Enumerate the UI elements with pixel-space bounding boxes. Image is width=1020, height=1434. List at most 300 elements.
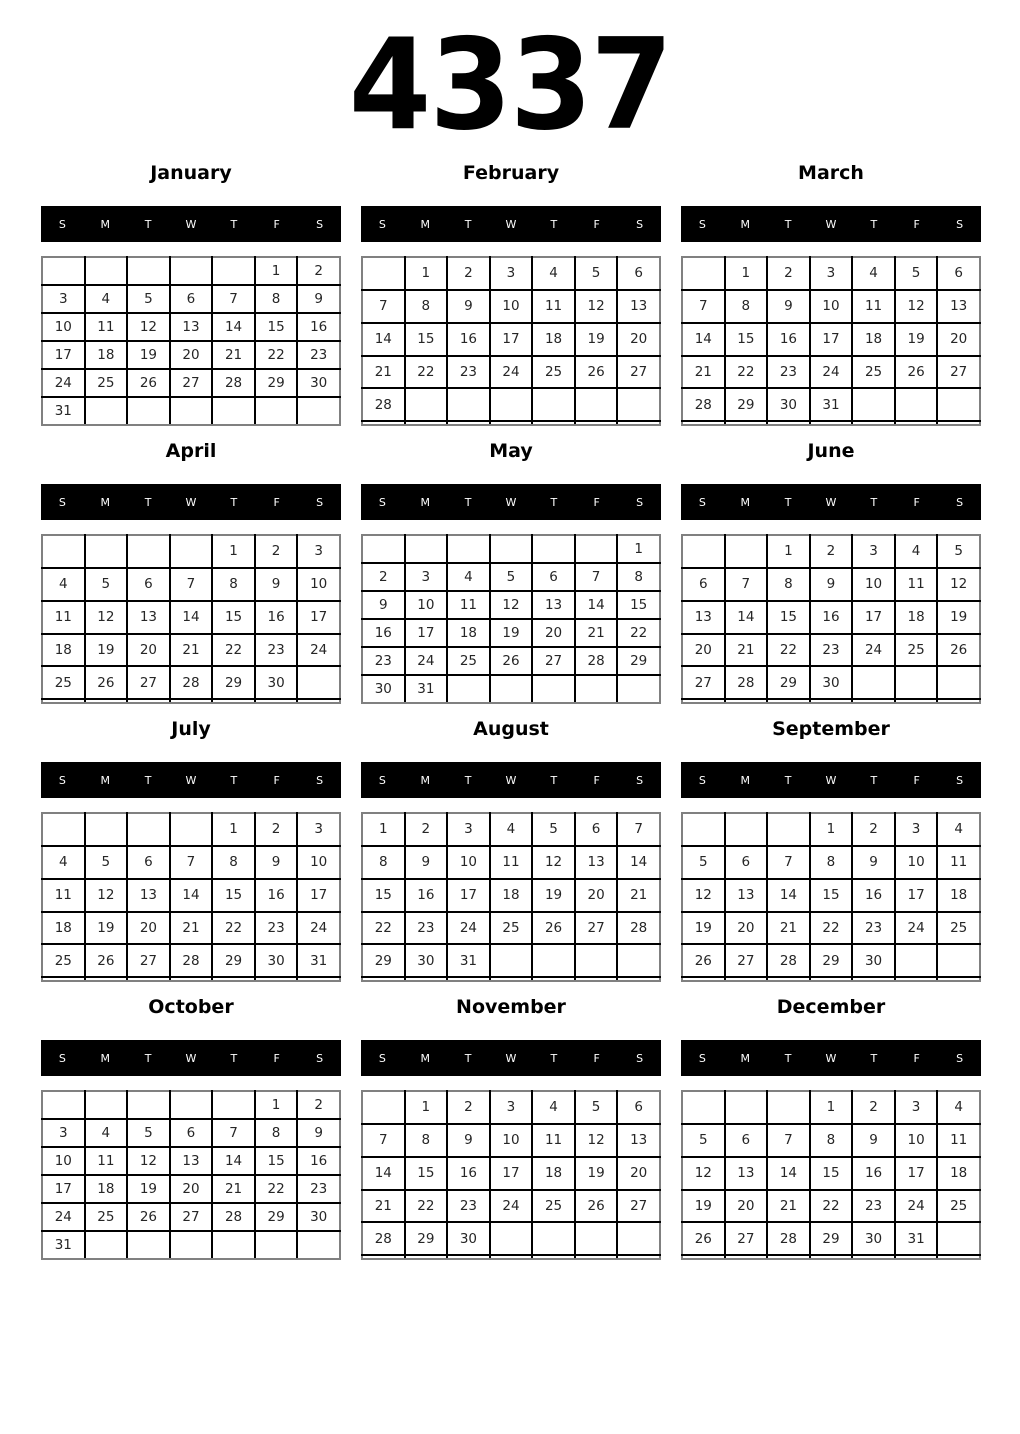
day-cell xyxy=(682,1091,725,1124)
month-title: April xyxy=(165,440,217,462)
weekday-label: S xyxy=(698,1051,706,1065)
day-cell: 21 xyxy=(767,912,810,945)
day-cell xyxy=(297,1231,340,1259)
day-cell: 25 xyxy=(937,1190,980,1223)
week-row xyxy=(362,1222,660,1255)
day-cell xyxy=(682,535,725,568)
day-cell: 15 xyxy=(255,1147,298,1175)
weekday-label: W xyxy=(825,495,837,509)
weekday-label: S xyxy=(316,773,324,787)
day-cell xyxy=(617,675,660,703)
week-row xyxy=(682,290,980,323)
day-cell: 5 xyxy=(85,846,128,879)
day-cell xyxy=(85,977,128,981)
day-cell: 31 xyxy=(447,944,490,977)
weekday-label: S xyxy=(378,217,386,231)
day-cell xyxy=(682,977,725,981)
weekday-label: T xyxy=(464,1051,472,1065)
day-cell xyxy=(937,1222,980,1255)
day-cell: 11 xyxy=(937,846,980,879)
day-cell: 9 xyxy=(405,846,448,879)
day-cell: 12 xyxy=(682,1157,725,1190)
week-row xyxy=(42,568,340,601)
day-cell: 8 xyxy=(405,1124,448,1157)
week-row xyxy=(42,1119,340,1147)
day-cell: 30 xyxy=(447,1222,490,1255)
weekday-label: S xyxy=(316,217,324,231)
day-cell: 27 xyxy=(937,356,980,389)
day-cell: 28 xyxy=(170,944,213,977)
weekday-label: T xyxy=(230,217,238,231)
day-cell: 4 xyxy=(532,1091,575,1124)
month-block xyxy=(681,160,981,426)
day-cell xyxy=(85,257,128,285)
day-cell: 5 xyxy=(937,535,980,568)
day-cell: 11 xyxy=(447,591,490,619)
day-cell: 20 xyxy=(617,323,660,356)
day-cell: 18 xyxy=(447,619,490,647)
day-cell: 7 xyxy=(767,846,810,879)
day-cell: 7 xyxy=(170,568,213,601)
day-cell: 23 xyxy=(767,356,810,389)
week-row xyxy=(362,1255,660,1259)
day-cell: 26 xyxy=(85,944,128,977)
day-cell: 1 xyxy=(810,1091,853,1124)
day-cell xyxy=(767,977,810,981)
day-cell: 20 xyxy=(170,341,213,369)
day-cell: 23 xyxy=(255,912,298,945)
day-cell xyxy=(127,257,170,285)
day-cell: 22 xyxy=(255,1175,298,1203)
week-row xyxy=(42,879,340,912)
weekday-label: M xyxy=(100,1051,111,1065)
day-cell: 5 xyxy=(127,285,170,313)
day-cell xyxy=(852,421,895,425)
day-cell: 23 xyxy=(447,356,490,389)
weekday-label: W xyxy=(185,773,197,787)
weekday-header-bar xyxy=(361,762,661,798)
day-cell: 25 xyxy=(42,666,85,699)
day-cell: 8 xyxy=(212,846,255,879)
day-cell: 2 xyxy=(852,1091,895,1124)
day-cell: 29 xyxy=(212,666,255,699)
day-cell xyxy=(170,699,213,703)
day-cell: 7 xyxy=(362,290,405,323)
day-cell: 16 xyxy=(297,1147,340,1175)
weekday-label: W xyxy=(505,495,517,509)
weekday-label: T xyxy=(784,773,792,787)
day-cell: 18 xyxy=(42,634,85,667)
weekday-header-bar xyxy=(41,484,341,520)
day-cell: 11 xyxy=(42,601,85,634)
day-cell xyxy=(895,388,938,421)
day-cell xyxy=(127,397,170,425)
day-cell: 25 xyxy=(532,1190,575,1223)
week-row xyxy=(42,912,340,945)
week-row xyxy=(362,535,660,563)
day-cell xyxy=(127,977,170,981)
day-cell: 30 xyxy=(405,944,448,977)
day-cell: 18 xyxy=(532,1157,575,1190)
day-cell: 20 xyxy=(127,634,170,667)
day-cell: 15 xyxy=(212,879,255,912)
day-cell xyxy=(937,1255,980,1259)
day-cell: 6 xyxy=(617,257,660,290)
week-row xyxy=(682,699,980,703)
week-row xyxy=(362,647,660,675)
day-cell: 15 xyxy=(362,879,405,912)
day-cell xyxy=(852,666,895,699)
month-block xyxy=(41,994,341,1260)
day-cell: 3 xyxy=(42,285,85,313)
day-cell xyxy=(42,699,85,703)
weekday-label: W xyxy=(505,773,517,787)
week-row xyxy=(42,813,340,846)
day-cell: 5 xyxy=(682,1124,725,1157)
day-cell: 5 xyxy=(490,563,533,591)
months-grid xyxy=(41,160,981,1260)
day-cell: 11 xyxy=(85,1147,128,1175)
day-cell xyxy=(895,944,938,977)
day-cell: 17 xyxy=(447,879,490,912)
day-cell: 8 xyxy=(810,846,853,879)
day-cell xyxy=(575,421,618,425)
day-cell: 8 xyxy=(405,290,448,323)
weekday-label: S xyxy=(636,217,644,231)
day-cell xyxy=(212,699,255,703)
month-title: June xyxy=(807,440,855,462)
week-row xyxy=(362,1157,660,1190)
weekday-label: T xyxy=(144,217,152,231)
day-cell xyxy=(362,535,405,563)
day-cell: 6 xyxy=(575,813,618,846)
day-cell xyxy=(617,421,660,425)
day-cell xyxy=(170,977,213,981)
week-row xyxy=(682,1255,980,1259)
day-cell xyxy=(682,813,725,846)
day-cell: 10 xyxy=(895,846,938,879)
day-cell: 25 xyxy=(42,944,85,977)
day-cell: 12 xyxy=(682,879,725,912)
day-cell: 30 xyxy=(297,369,340,397)
week-row xyxy=(682,666,980,699)
day-cell xyxy=(85,535,128,568)
day-cell: 10 xyxy=(852,568,895,601)
day-cell: 28 xyxy=(212,369,255,397)
day-cell: 20 xyxy=(532,619,575,647)
day-cell: 25 xyxy=(490,912,533,945)
weekday-label: T xyxy=(784,1051,792,1065)
day-cell: 27 xyxy=(725,1222,768,1255)
month-block xyxy=(681,716,981,982)
weekday-label: M xyxy=(420,773,431,787)
day-cell: 22 xyxy=(212,912,255,945)
weekday-label: T xyxy=(550,1051,558,1065)
week-row xyxy=(362,619,660,647)
day-cell: 29 xyxy=(255,369,298,397)
day-cell: 18 xyxy=(85,1175,128,1203)
day-cell: 26 xyxy=(490,647,533,675)
day-cell: 9 xyxy=(447,1124,490,1157)
weekday-label: S xyxy=(316,1051,324,1065)
day-cell: 2 xyxy=(255,535,298,568)
day-cell: 18 xyxy=(852,323,895,356)
week-row xyxy=(682,1190,980,1223)
day-cell: 3 xyxy=(810,257,853,290)
day-cell: 23 xyxy=(852,912,895,945)
day-cell xyxy=(937,944,980,977)
day-cell: 12 xyxy=(85,879,128,912)
week-row xyxy=(362,356,660,389)
day-cell xyxy=(127,813,170,846)
day-cell: 16 xyxy=(447,323,490,356)
day-cell: 4 xyxy=(937,1091,980,1124)
weekday-label: T xyxy=(464,495,472,509)
day-cell xyxy=(617,977,660,981)
day-cell xyxy=(490,944,533,977)
month-block xyxy=(41,160,341,426)
day-cell xyxy=(447,535,490,563)
day-cell: 25 xyxy=(852,356,895,389)
day-cell: 10 xyxy=(297,568,340,601)
week-row xyxy=(682,257,980,290)
week-row xyxy=(362,1124,660,1157)
day-cell: 26 xyxy=(85,666,128,699)
day-cell: 19 xyxy=(682,1190,725,1223)
day-cell: 2 xyxy=(852,813,895,846)
day-cell: 24 xyxy=(895,1190,938,1223)
month-title: September xyxy=(772,718,890,740)
day-cell xyxy=(895,666,938,699)
weekday-label: F xyxy=(913,773,920,787)
day-cell xyxy=(725,813,768,846)
weekday-label: F xyxy=(913,217,920,231)
day-cell xyxy=(170,1091,213,1119)
day-cell: 6 xyxy=(532,563,575,591)
weekday-label: S xyxy=(58,1051,66,1065)
day-cell xyxy=(852,388,895,421)
day-cell: 28 xyxy=(212,1203,255,1231)
day-cell: 1 xyxy=(405,257,448,290)
day-cell: 24 xyxy=(810,356,853,389)
day-cell: 8 xyxy=(767,568,810,601)
weekday-header-bar xyxy=(361,1040,661,1076)
day-cell xyxy=(42,535,85,568)
month-title: May xyxy=(489,440,533,462)
day-cell: 8 xyxy=(362,846,405,879)
week-row xyxy=(682,1091,980,1124)
calendar-grid xyxy=(41,1090,341,1260)
day-cell: 21 xyxy=(212,341,255,369)
calendar-grid xyxy=(681,534,981,704)
day-cell: 14 xyxy=(575,591,618,619)
day-cell xyxy=(895,1255,938,1259)
day-cell xyxy=(575,1255,618,1259)
day-cell xyxy=(575,944,618,977)
day-cell xyxy=(85,1231,128,1259)
day-cell: 14 xyxy=(767,879,810,912)
day-cell: 1 xyxy=(617,535,660,563)
day-cell: 7 xyxy=(617,813,660,846)
week-row xyxy=(42,699,340,703)
day-cell xyxy=(405,535,448,563)
day-cell: 9 xyxy=(255,568,298,601)
day-cell: 4 xyxy=(852,257,895,290)
day-cell: 3 xyxy=(42,1119,85,1147)
day-cell: 19 xyxy=(85,634,128,667)
day-cell: 22 xyxy=(405,1190,448,1223)
day-cell: 13 xyxy=(127,879,170,912)
day-cell: 29 xyxy=(767,666,810,699)
day-cell: 24 xyxy=(297,912,340,945)
week-row xyxy=(362,563,660,591)
week-row xyxy=(682,912,980,945)
day-cell xyxy=(127,535,170,568)
day-cell: 8 xyxy=(255,285,298,313)
day-cell: 21 xyxy=(362,356,405,389)
week-row xyxy=(682,388,980,421)
day-cell: 21 xyxy=(725,634,768,667)
day-cell xyxy=(725,1255,768,1259)
day-cell: 8 xyxy=(617,563,660,591)
day-cell: 13 xyxy=(170,313,213,341)
week-row xyxy=(362,421,660,425)
day-cell: 27 xyxy=(682,666,725,699)
week-row xyxy=(42,1231,340,1259)
day-cell xyxy=(532,1222,575,1255)
day-cell: 11 xyxy=(852,290,895,323)
day-cell xyxy=(255,699,298,703)
day-cell: 22 xyxy=(617,619,660,647)
day-cell: 12 xyxy=(127,313,170,341)
day-cell: 15 xyxy=(810,1157,853,1190)
weekday-header-bar xyxy=(41,1040,341,1076)
week-row xyxy=(682,879,980,912)
month-title: January xyxy=(150,162,232,184)
day-cell xyxy=(297,977,340,981)
day-cell xyxy=(447,388,490,421)
weekday-label: W xyxy=(825,1051,837,1065)
weekday-label: S xyxy=(956,773,964,787)
day-cell: 24 xyxy=(405,647,448,675)
week-row xyxy=(362,1190,660,1223)
day-cell xyxy=(490,977,533,981)
day-cell: 1 xyxy=(212,535,255,568)
week-row xyxy=(362,323,660,356)
day-cell: 23 xyxy=(405,912,448,945)
day-cell: 30 xyxy=(297,1203,340,1231)
day-cell: 20 xyxy=(127,912,170,945)
week-row xyxy=(682,568,980,601)
week-row xyxy=(362,1091,660,1124)
day-cell: 28 xyxy=(170,666,213,699)
weekday-label: F xyxy=(593,495,600,509)
weekday-label: S xyxy=(378,1051,386,1065)
day-cell: 7 xyxy=(725,568,768,601)
day-cell xyxy=(895,421,938,425)
calendar-grid xyxy=(361,534,661,704)
day-cell: 2 xyxy=(255,813,298,846)
weekday-label: T xyxy=(144,1051,152,1065)
weekday-label: S xyxy=(956,217,964,231)
weekday-label: T xyxy=(550,773,558,787)
day-cell: 13 xyxy=(725,879,768,912)
day-cell: 14 xyxy=(767,1157,810,1190)
day-cell: 4 xyxy=(447,563,490,591)
day-cell: 2 xyxy=(297,257,340,285)
weekday-label: T xyxy=(870,217,878,231)
day-cell: 15 xyxy=(767,601,810,634)
day-cell: 11 xyxy=(42,879,85,912)
day-cell: 4 xyxy=(490,813,533,846)
day-cell xyxy=(852,699,895,703)
day-cell xyxy=(170,813,213,846)
day-cell: 7 xyxy=(212,1119,255,1147)
day-cell: 17 xyxy=(297,601,340,634)
week-row xyxy=(42,601,340,634)
day-cell: 1 xyxy=(362,813,405,846)
day-cell: 5 xyxy=(682,846,725,879)
day-cell: 24 xyxy=(447,912,490,945)
day-cell xyxy=(532,675,575,703)
day-cell: 2 xyxy=(810,535,853,568)
week-row xyxy=(682,1157,980,1190)
day-cell: 6 xyxy=(937,257,980,290)
day-cell xyxy=(255,397,298,425)
day-cell: 23 xyxy=(852,1190,895,1223)
day-cell: 10 xyxy=(42,313,85,341)
month-block xyxy=(361,160,661,426)
month-title: October xyxy=(148,996,234,1018)
day-cell: 16 xyxy=(255,879,298,912)
week-row xyxy=(42,1203,340,1231)
weekday-label: M xyxy=(740,1051,751,1065)
day-cell: 17 xyxy=(895,879,938,912)
weekday-label: M xyxy=(420,1051,431,1065)
day-cell: 6 xyxy=(725,846,768,879)
day-cell xyxy=(85,1091,128,1119)
day-cell: 8 xyxy=(810,1124,853,1157)
day-cell: 16 xyxy=(255,601,298,634)
day-cell xyxy=(575,977,618,981)
day-cell: 2 xyxy=(447,257,490,290)
day-cell: 12 xyxy=(575,1124,618,1157)
weekday-label: S xyxy=(956,495,964,509)
year-title: 4337 xyxy=(348,11,672,158)
week-row xyxy=(42,369,340,397)
day-cell xyxy=(532,944,575,977)
week-row xyxy=(42,1175,340,1203)
week-row xyxy=(682,977,980,981)
day-cell: 2 xyxy=(767,257,810,290)
day-cell: 18 xyxy=(937,1157,980,1190)
day-cell: 12 xyxy=(532,846,575,879)
day-cell: 9 xyxy=(767,290,810,323)
calendar-grid xyxy=(41,812,341,982)
weekday-label: S xyxy=(698,495,706,509)
week-row xyxy=(362,944,660,977)
day-cell xyxy=(362,421,405,425)
month-block xyxy=(361,438,661,704)
day-cell: 23 xyxy=(297,1175,340,1203)
day-cell: 7 xyxy=(575,563,618,591)
day-cell: 12 xyxy=(490,591,533,619)
day-cell xyxy=(212,977,255,981)
day-cell: 26 xyxy=(532,912,575,945)
month-block xyxy=(41,716,341,982)
week-row xyxy=(42,666,340,699)
day-cell: 16 xyxy=(405,879,448,912)
